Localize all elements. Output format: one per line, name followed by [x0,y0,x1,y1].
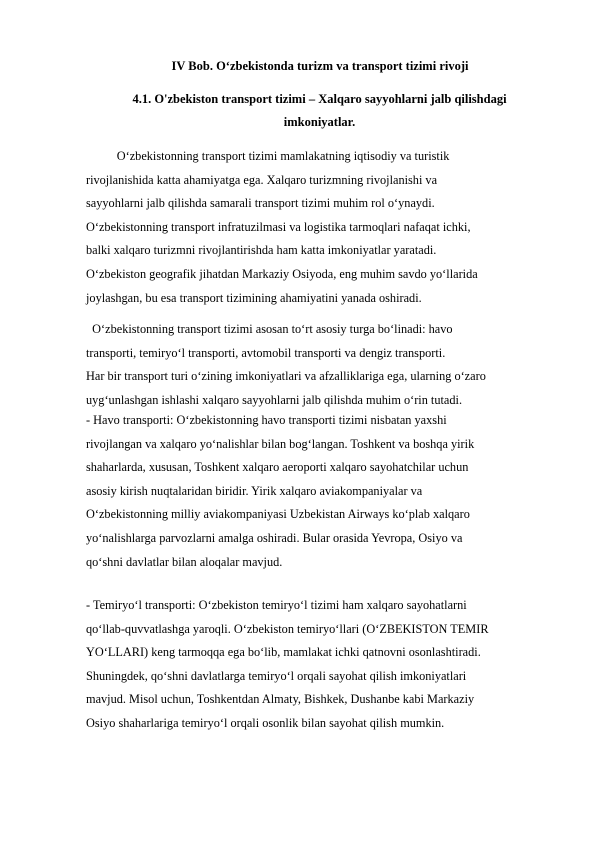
text-line: rivojlangan va xalqaro yo‘nalishlar bilan bog‘langan. Toshkent va boshqa yirik [86,436,475,451]
text-line: O‘zbekiston geografik jihatdan Markaziy Osiyoda, eng muhim savdo yo‘llarida [86,266,478,281]
text-line: rivojlanishida katta ahamiyatga ega. Xalqaro turizmning rivojlanishi va [86,172,438,187]
text-line: Har bir transport turi o‘zining imkoniyatlari va afzalliklariga ega, ularning o‘zaro [86,369,486,384]
text-line: transporti, temiryo‘l transporti, avtomobil transporti va dengiz transporti. [86,345,446,360]
text-line: O‘zbekistonning transport infratuzilmasi va logistika tarmoqlari nafaqat ichki, [86,219,471,234]
text-line: Shuningdek, qo‘shni davlatlarga temiryo‘l orqali sayohat qilish imkoniyatlari [86,668,467,683]
text-line: YO‘LLARI) keng tarmoqqa ega bo‘lib, mamlakat ichki qatnovni osonlashtiradi. [86,645,481,660]
paragraph-intro [86,145,556,310]
text-line: sayyohlarni jalb qilishda samarali transport tizimi muhim rol o‘ynaydi. [86,196,435,211]
text-line: O‘zbekistonning transport tizimi mamlakatning iqtisodiy va turistik [86,149,450,163]
text-line: O‘zbekistonning milliy aviakompaniyasi Uzbekistan Airways ko‘plab xalqaro [86,507,470,522]
chapter-title: IV Bob. O‘zbekistonda turizm va transport tizimi rivoji [171,59,469,73]
text-line: uyg‘unlashgan ishlashi xalqaro sayyohlarni jalb qilishda muhim o‘rin tutadi. [86,392,463,407]
text-line: mavjud. Misol uchun, Toshkentdan Almaty, Bishkek, Dushanbe kabi Markaziy [86,692,475,707]
text-line: yo‘nalishlarga parvozlarni amalga oshiradi. Bular orasida Yevropa, Osiyo va [86,530,463,545]
text-line: joylashgan, bu esa transport tizimining ahamiyatini yanada oshiradi. [86,290,422,305]
text-line: - Havo transporti: O‘zbekistonning havo transporti tizimi nisbatan yaxshi [86,413,447,427]
section-title: 4.1. O'zbekiston transport tizimi – Xalqaro sayyohlarni jalb qilishdagi imkoniyatlar. [132,92,507,129]
text-line: Osiyo shaharlariga temiryo‘l orqali osonlik bilan sayohat qilish mumkin. [86,715,445,730]
text-line: balki xalqaro turizmni rivojlantirishda ham katta imkoniyatlar yaratadi. [86,243,437,258]
paragraph-transport-types [86,318,556,412]
paragraph-air-transport [86,409,556,574]
text-line: O‘zbekistonning transport tizimi asosan to‘rt asosiy turga bo‘linadi: havo [86,322,453,336]
text-line: - Temiryo‘l transporti: O‘zbekiston temiryo‘l tizimi ham xalqaro sayohatlarni [86,598,467,612]
text-line: shaharlarda, xususan, Toshkent xalqaro aeroporti xalqaro sayohatchilar uchun [86,460,469,475]
text-line: asosiy kirish nuqtalaridan biridir. Yirik xalqaro aviakompaniyalar va [86,483,423,498]
paragraph-rail-transport [86,594,556,736]
text-line: qo‘llab-quvvatlashga yaroqli. O‘zbekiston temiryo‘llari (O‘ZBEKISTON TEMIR [86,621,489,636]
text-line: qo‘shni davlatlar bilan aloqalar mavjud. [86,554,283,569]
